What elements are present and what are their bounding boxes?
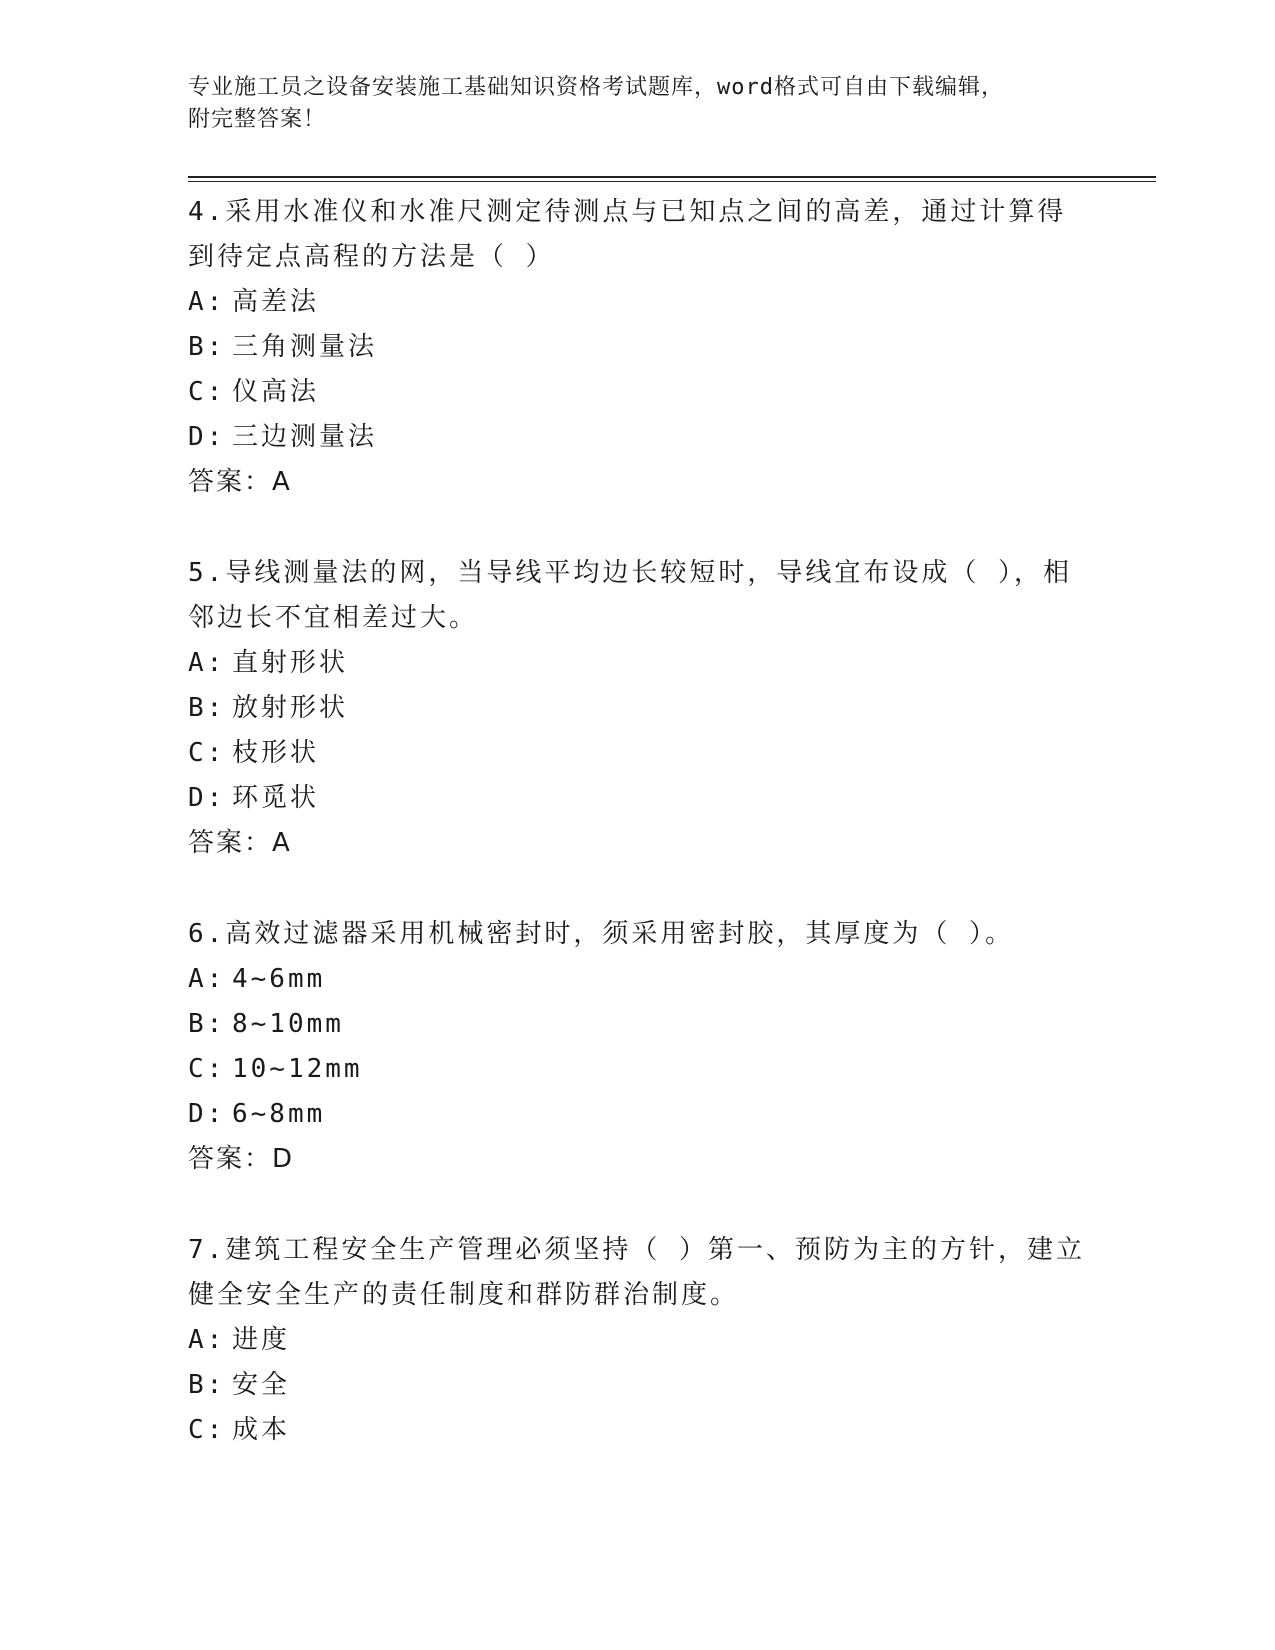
option-d (188, 1092, 1088, 1137)
question-number: 6. (188, 919, 226, 949)
option-b (188, 686, 1088, 731)
option-a (188, 280, 1088, 325)
option-key: C: (188, 1054, 226, 1084)
option-c (188, 1047, 1088, 1092)
option-key: A: (188, 648, 226, 678)
answer-label: 答案： (188, 1144, 273, 1174)
option-key: D: (188, 422, 226, 452)
answer-label: 答案： (188, 828, 273, 858)
option-key: A: (188, 287, 226, 317)
question-text (188, 912, 1088, 957)
option-text: 仪高法 (232, 377, 320, 407)
question-text-line-2: 健全安全生产的责任制度和群防群治制度。 (188, 1280, 740, 1310)
option-text: 直射形状 (232, 648, 349, 678)
option-key: A: (188, 964, 226, 994)
option-b (188, 1363, 1088, 1408)
option-c (188, 1408, 1088, 1453)
option-key: D: (188, 783, 226, 813)
option-text: 三角测量法 (232, 332, 378, 362)
option-c (188, 731, 1088, 776)
option-key: B: (188, 332, 226, 362)
question-list (188, 190, 1088, 1499)
option-text: 4~6mm (232, 964, 326, 994)
option-text: 成本 (232, 1415, 291, 1445)
option-a (188, 957, 1088, 1002)
document-header (188, 72, 1088, 136)
header-divider-thick (188, 176, 1156, 178)
option-text: 高差法 (232, 287, 320, 317)
option-text: 进度 (232, 1325, 291, 1355)
option-text: 枝形状 (232, 738, 320, 768)
option-key: B: (188, 1009, 226, 1039)
option-text: 6~8mm (232, 1099, 326, 1129)
question-text (188, 551, 1088, 641)
question-text-line-1: 高效过滤器采用机械密封时，须采用密封胶，其厚度为（ ）。 (225, 919, 1014, 949)
answer (188, 821, 1088, 866)
question-text-line-2: 邻边长不宜相差过大。 (188, 603, 479, 633)
answer-value: D (272, 1144, 295, 1174)
option-d (188, 415, 1088, 460)
question-number: 5. (188, 558, 226, 588)
question-text (188, 1228, 1088, 1318)
option-key: A: (188, 1325, 226, 1355)
question-text-line-1: 采用水准仪和水准尺测定待测点与已知点之间的高差，通过计算得 (225, 197, 1067, 227)
option-key: D: (188, 1099, 226, 1129)
option-d (188, 776, 1088, 821)
answer-value: A (272, 828, 292, 858)
question-text (188, 190, 1088, 280)
option-text: 放射形状 (232, 693, 349, 723)
question-text-line-1: 导线测量法的网，当导线平均边长较短时，导线宜布设成（ ），相 (225, 558, 1072, 588)
question-7 (188, 1228, 1088, 1453)
option-key: C: (188, 738, 226, 768)
header-divider-thin (188, 181, 1156, 182)
answer (188, 460, 1088, 505)
header-line-1: 专业施工员之设备安装施工基础知识资格考试题库，word格式可自由下载编辑， (188, 75, 1004, 100)
option-b (188, 325, 1088, 370)
option-text: 安全 (232, 1370, 291, 1400)
option-key: B: (188, 693, 226, 723)
option-b (188, 1002, 1088, 1047)
question-number: 4. (188, 197, 226, 227)
question-text-line-2: 到待定点高程的方法是（ ） (188, 242, 555, 272)
option-a (188, 1318, 1088, 1363)
answer-value: A (272, 467, 292, 497)
question-6 (188, 912, 1088, 1182)
question-5 (188, 551, 1088, 866)
option-key: C: (188, 1415, 226, 1445)
header-line-2: 附完整答案！ (188, 107, 327, 132)
option-key: B: (188, 1370, 226, 1400)
question-number: 7. (188, 1235, 226, 1265)
question-text-line-1: 建筑工程安全生产管理必须坚持（ ）第一、预防为主的方针，建立 (225, 1235, 1085, 1265)
option-a (188, 641, 1088, 686)
option-text: 10~12mm (232, 1054, 363, 1084)
option-text: 三边测量法 (232, 422, 378, 452)
answer (188, 1137, 1088, 1182)
answer-label: 答案： (188, 467, 273, 497)
option-c (188, 370, 1088, 415)
question-4 (188, 190, 1088, 505)
option-text: 环觅状 (232, 783, 320, 813)
option-text: 8~10mm (232, 1009, 344, 1039)
option-key: C: (188, 377, 226, 407)
